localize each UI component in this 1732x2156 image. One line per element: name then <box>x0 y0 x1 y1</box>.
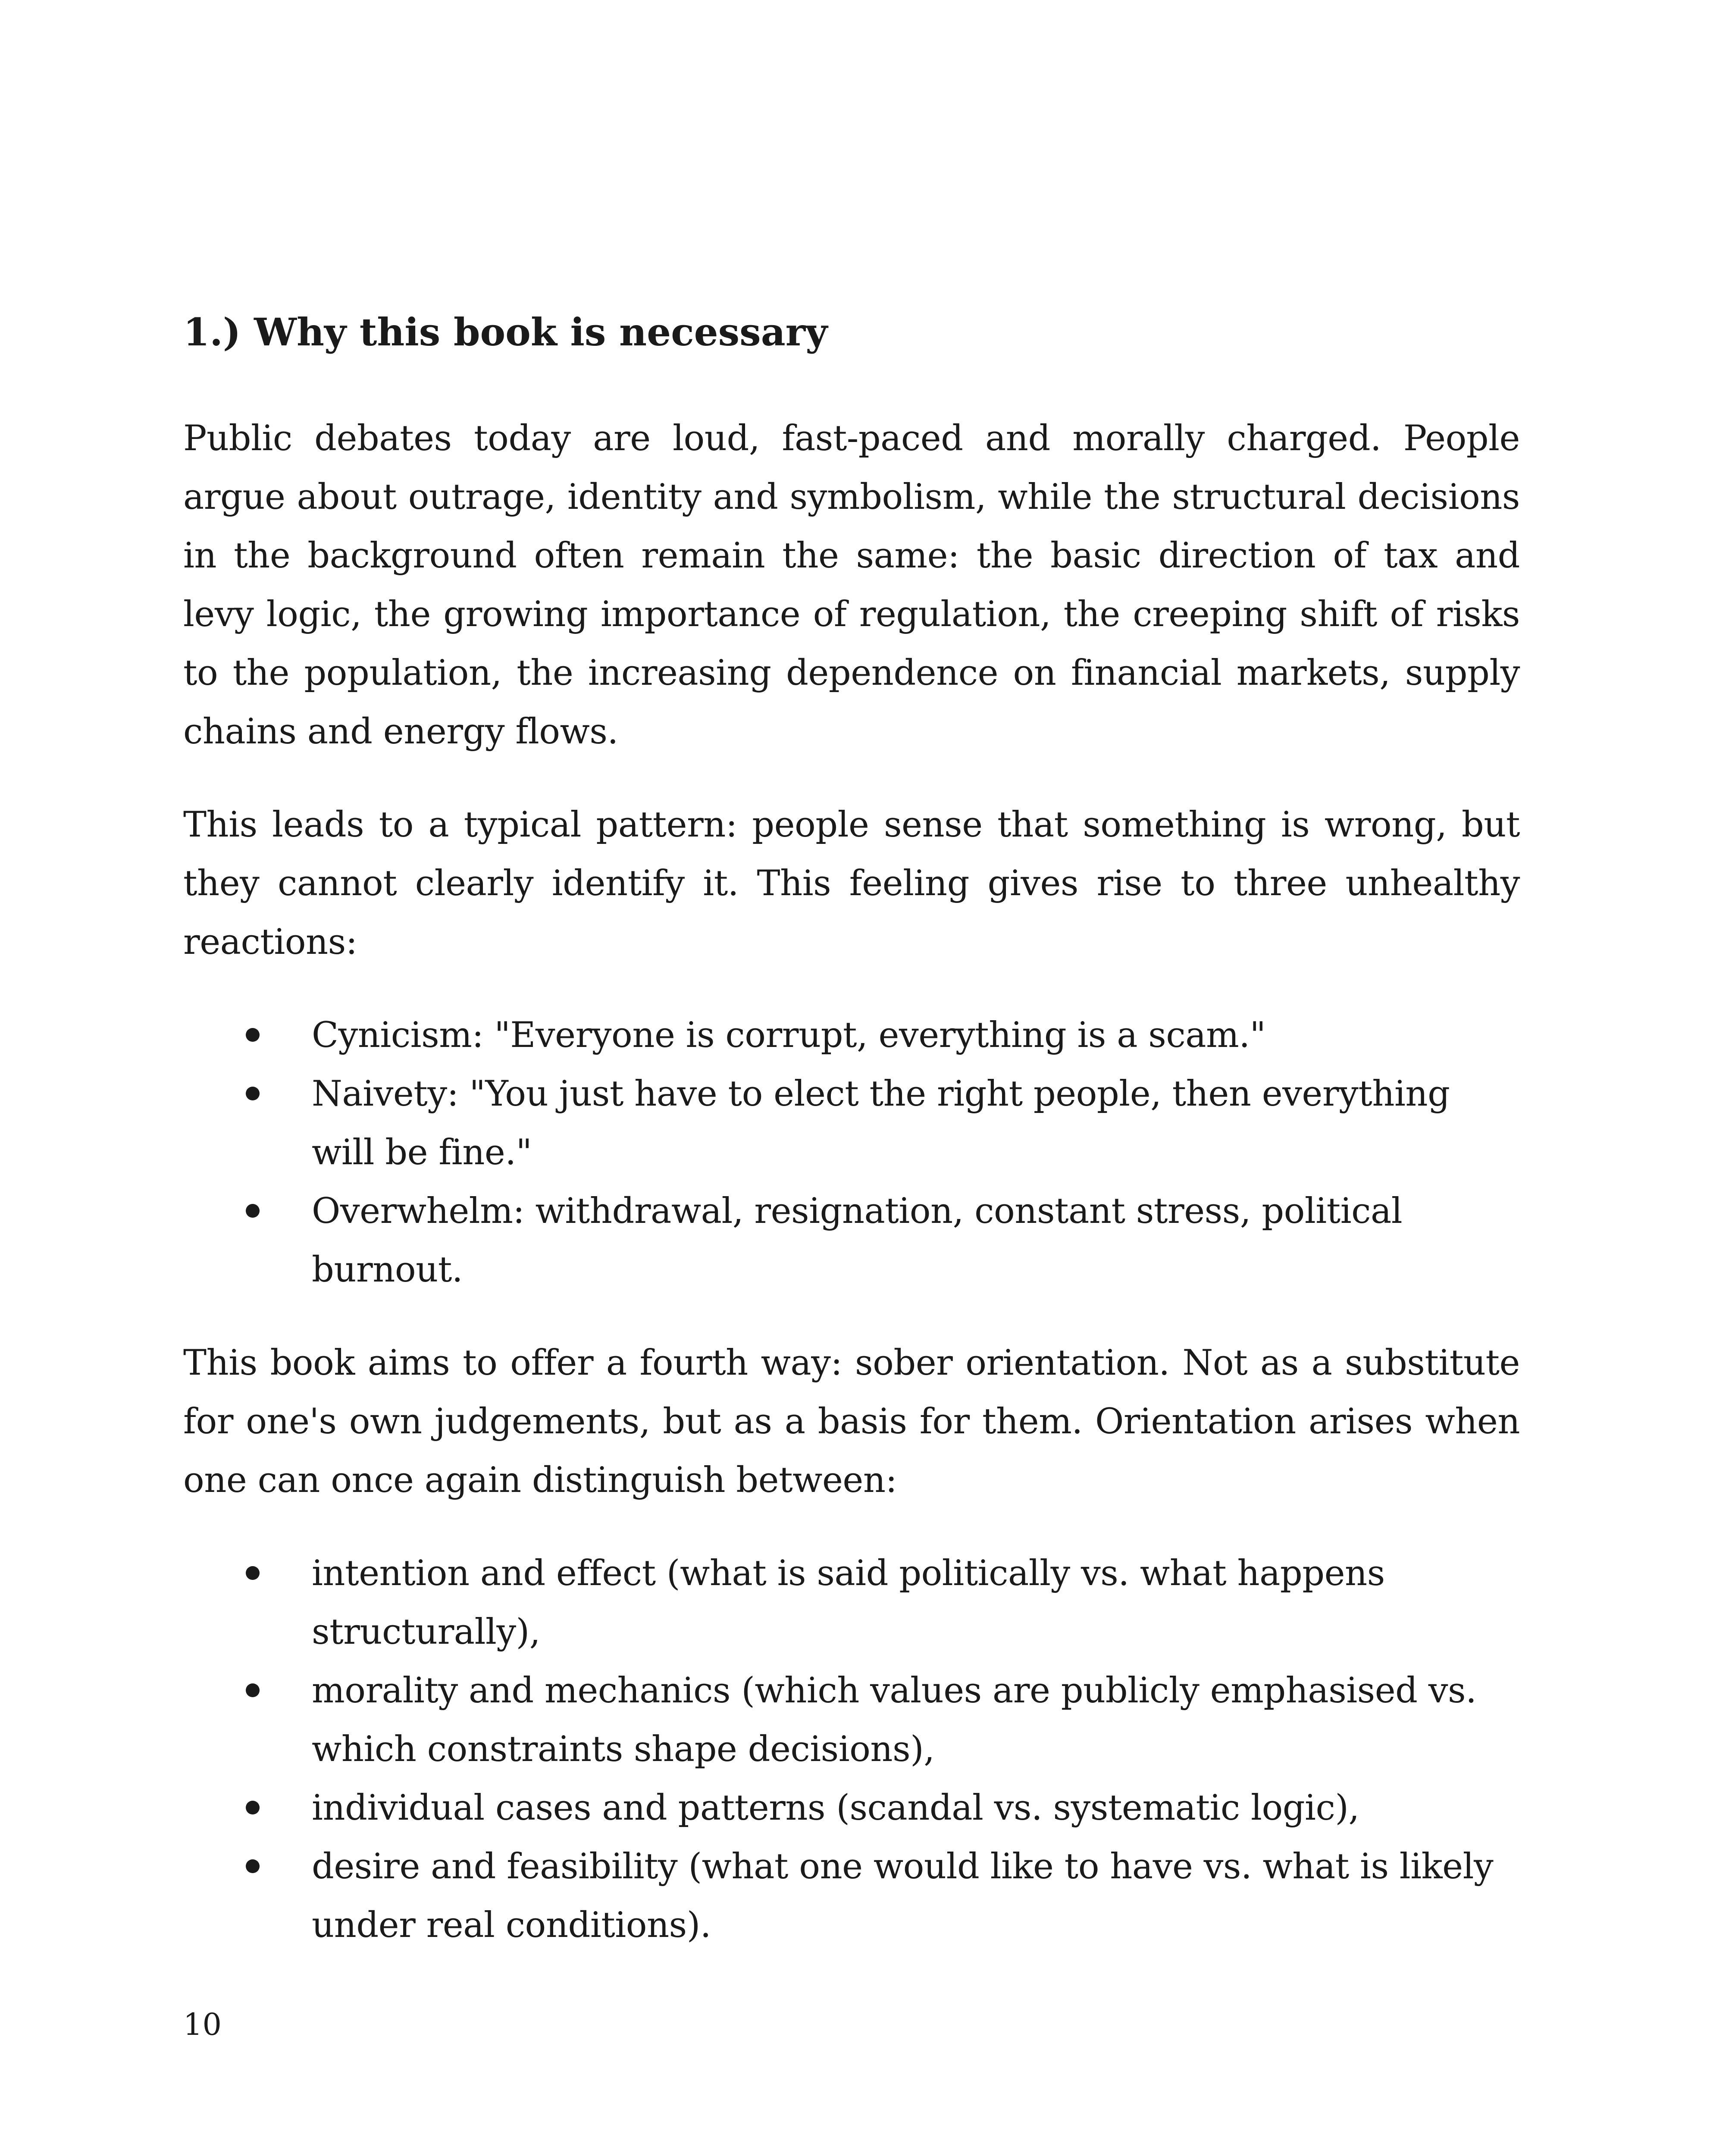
page-content <box>183 310 1520 1989</box>
page-number: 10 <box>183 2007 222 2042</box>
section-heading: 1.) Why this book is necessary <box>183 310 828 354</box>
bullet-icon <box>246 1204 260 1218</box>
list-item-text: Naivety: "You just have to elect the right people, then everything will be fine." <box>312 1074 1450 1173</box>
paragraph-pattern: This leads to a typical pattern: people sense that something is wrong, but they cannot clearly identify it. This feeling gives rise to three unhealthy reactions: <box>183 805 1520 963</box>
bullet-icon <box>246 1683 260 1697</box>
paragraph-orientation: This book aims to offer a fourth way: sober orientation. Not as a substitute for one's own judgements, but as a basis for them. Orientation arises when one can once again distinguish between: <box>183 1343 1520 1501</box>
list-item <box>183 1182 1520 1299</box>
bullet-icon <box>246 1087 260 1100</box>
list-item-text: desire and feasibility (what one would like to have vs. what is likely under real conditions). <box>312 1846 1494 1946</box>
list-item-text: intention and effect (what is said politically vs. what happens structurally), <box>312 1553 1385 1653</box>
list-item-text: morality and mechanics (which values are publicly emphasised vs. which constraints shape decisions), <box>312 1670 1477 1770</box>
list-item <box>183 1544 1520 1661</box>
bullet-icon <box>246 1566 260 1580</box>
list-item <box>183 1006 1520 1065</box>
list-item-text: Overwhelm: withdrawal, resignation, constant stress, political burnout. <box>312 1191 1403 1291</box>
distinctions-list <box>183 1544 1520 1955</box>
list-item <box>183 1065 1520 1182</box>
list-item <box>183 1661 1520 1779</box>
bullet-icon <box>246 1028 260 1042</box>
bullet-icon <box>246 1859 260 1873</box>
reactions-list <box>183 1006 1520 1299</box>
list-item <box>183 1779 1520 1837</box>
bullet-icon <box>246 1801 260 1814</box>
list-item-text: individual cases and patterns (scandal vs. systematic logic), <box>312 1788 1359 1829</box>
list-item <box>183 1837 1520 1955</box>
list-item-text: Cynicism: "Everyone is corrupt, everything is a scam." <box>312 1015 1266 1056</box>
paragraph-intro: Public debates today are loud, fast-paced and morally charged. People argue about outrage, identity and symbolism, while the structural decisions in the background often remain the same: the basic direction of tax and levy logic, the growing importance of regulation, the creeping shift of risks to the population, the increasing dependence on financial markets, supply chains and energy flows. <box>183 418 1520 752</box>
